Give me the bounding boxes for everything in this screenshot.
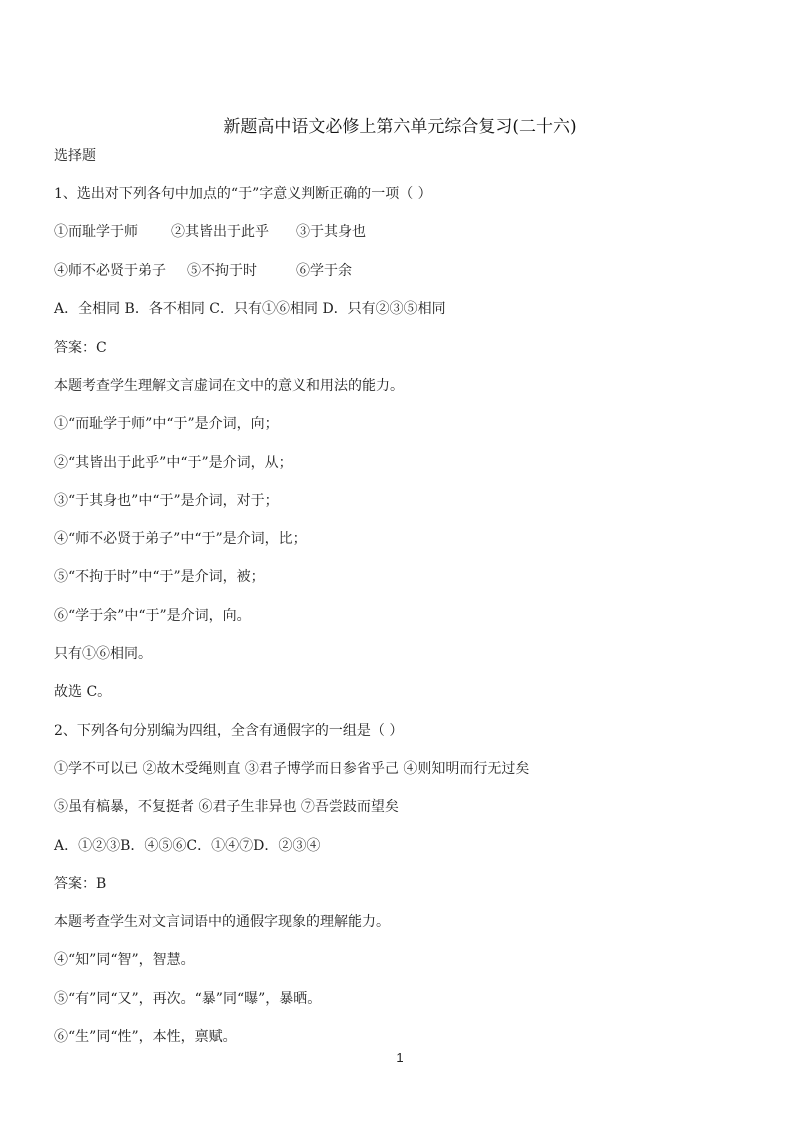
- q1-option-5: ⑤不拘于时: [187, 263, 257, 279]
- q2-explanation-line: ⑥“生”同“性”，本性，禀赋。: [54, 1029, 237, 1045]
- question-2-answer: 答案：B: [54, 876, 107, 892]
- q1-explanation-line: ①“而耻学于师”中“于”是介词，向；: [54, 416, 279, 432]
- page-number: 1: [396, 1050, 404, 1065]
- q1-option-3: ③于其身也: [296, 224, 366, 240]
- section-heading: 选择题: [54, 148, 96, 164]
- q1-option-1: ①而耻学于师: [54, 224, 138, 240]
- question-2-options-row-2: ⑤虽有槁暴，不复挺者 ⑥君子生非异也 ⑦吾尝跂而望矣: [54, 799, 399, 815]
- question-2-text: 2、下列各句分别编为四组，全含有通假字的一组是（ ）: [54, 723, 404, 739]
- q1-option-6: ⑥学于余: [296, 263, 352, 279]
- question-2-options-row-1: ①学不可以已 ②故木受绳则直 ③君子博学而日参省乎己 ④则知明而行无过矣: [54, 761, 530, 777]
- q1-option-2: ②其皆出于此乎: [171, 224, 269, 240]
- q2-explanation-line: ④“知”同“智”，智慧。: [54, 952, 195, 968]
- document-title: 新题高中语文必修上第六单元综合复习(二十六): [223, 117, 577, 137]
- q2-explanation-line: 本题考查学生对文言词语中的通假字现象的理解能力。: [54, 914, 390, 930]
- q1-explanation-line: ③“于其身也”中“于”是介词，对于；: [54, 493, 279, 509]
- q1-explanation-line: 故选 C。: [54, 684, 112, 700]
- question-1-choices: A．全相同 B．各不相同 C．只有①⑥相同 D．只有②③⑤相同: [54, 301, 446, 317]
- question-1-answer: 答案：C: [54, 340, 107, 356]
- q1-option-4: ④师不必贤于弟子: [54, 263, 166, 279]
- q1-explanation-line: 只有①⑥相同。: [54, 646, 152, 662]
- q1-explanation-line: ②“其皆出于此乎”中“于”是介词，从；: [54, 455, 293, 471]
- q1-explanation-line: ⑤“不拘于时”中“于”是介词，被；: [54, 569, 265, 585]
- q1-explanation-line: 本题考查学生理解文言虚词在文中的意义和用法的能力。: [54, 378, 404, 394]
- q1-explanation-line: ④“师不必贤于弟子”中“于”是介词，比；: [54, 531, 307, 547]
- q1-explanation-line: ⑥“学于余”中“于”是介词，向。: [54, 608, 251, 624]
- question-1-text: 1、选出对下列各句中加点的“于”字意义判断正确的一项（ ）: [54, 186, 432, 202]
- question-2-choices: A．①②③B．④⑤⑥C．①④⑦D．②③④: [54, 838, 321, 854]
- q2-explanation-line: ⑤“有”同“又”，再次。“暴”同“曝”，暴晒。: [54, 991, 322, 1007]
